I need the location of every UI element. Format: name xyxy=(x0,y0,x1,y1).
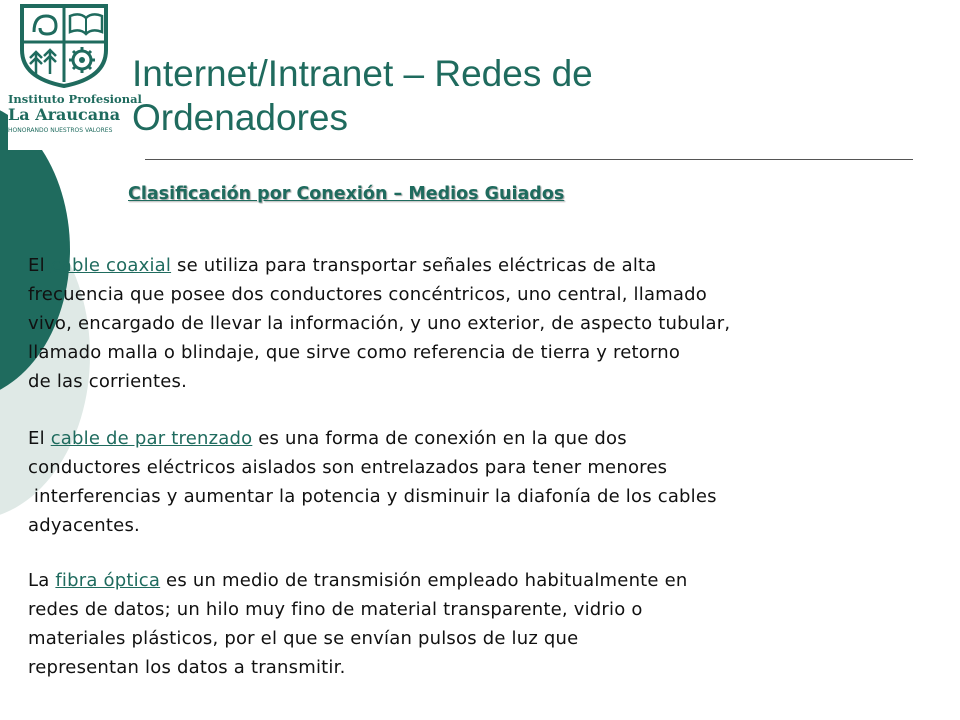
paragraph-par-trenzado xyxy=(28,424,948,540)
paragraph-line: vivo, encargado de llevar la información, y uno exterior, de aspecto tubular, xyxy=(28,313,731,334)
paragraph-line xyxy=(28,251,948,280)
paragraph-line: redes de datos; un hilo muy fino de material transparente, vidrio o xyxy=(28,599,643,620)
paragraph-line: frecuencia que posee dos conductores concéntricos, uno central, llamado xyxy=(28,284,707,305)
title-line1: Internet/Intranet – Redes de xyxy=(132,53,593,94)
paragraph-text: La xyxy=(28,570,56,591)
link-cable-par-trenzado[interactable]: cable de par trenzado xyxy=(50,428,253,449)
logo-name-line1: Instituto Profesional xyxy=(8,92,142,106)
paragraph-line: llamado malla o blindaje, que sirve como referencia de tierra y retorno xyxy=(28,342,681,363)
paragraph-text: El xyxy=(28,255,51,276)
section-subtitle: Clasificación por Conexión – Medios Guiados xyxy=(128,184,565,204)
paragraph-line: interferencias y aumentar la potencia y disminuir la diafonía de los cables xyxy=(28,486,717,507)
link-cable-coaxial[interactable]: cable coaxial xyxy=(50,255,172,276)
paragraph-line xyxy=(28,566,948,595)
logo-tagline: HONORANDO NUESTROS VALORES xyxy=(8,127,113,134)
link-fibra-optica[interactable]: fibra óptica xyxy=(55,570,161,591)
paragraph-line: representan los datos a transmitir. xyxy=(28,657,346,678)
paragraph-line: conductores eléctricos aislados son entrelazados para tener menores xyxy=(28,457,668,478)
institution-logo xyxy=(8,0,142,150)
paragraph-line xyxy=(28,424,948,453)
paragraph-text: es un medio de transmisión empleado habitualmente en xyxy=(160,570,688,591)
paragraph-text: se utiliza para transportar señales eléctricas de alta xyxy=(171,255,657,276)
title-line2: Ordenadores xyxy=(132,97,348,138)
paragraph-text: El xyxy=(28,428,51,449)
logo-name-line2: La Araucana xyxy=(8,105,121,124)
title-divider xyxy=(145,159,913,160)
paragraph-line: adyacentes. xyxy=(28,515,140,536)
paragraph-line: de las corrientes. xyxy=(28,371,188,392)
paragraph-text: es una forma de conexión en la que dos xyxy=(252,428,627,449)
paragraph-coaxial xyxy=(28,251,948,396)
paragraph-fibra-optica xyxy=(28,566,948,682)
slide-title xyxy=(132,52,832,140)
crest-icon xyxy=(16,2,112,88)
paragraph-line: materiales plásticos, por el que se envían pulsos de luz que xyxy=(28,628,579,649)
